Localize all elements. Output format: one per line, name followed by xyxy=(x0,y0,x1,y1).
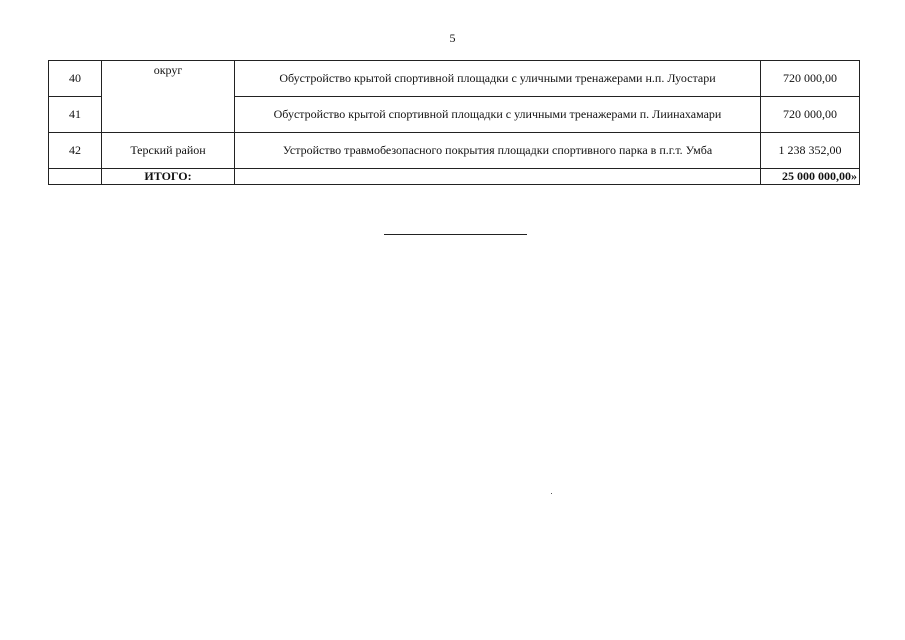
total-amount: 25 000 000,00» xyxy=(761,169,860,185)
closing-line xyxy=(384,234,527,235)
row-number-cell: 41 xyxy=(49,97,102,133)
total-row xyxy=(49,169,860,185)
amount-cell: 720 000,00 xyxy=(761,97,860,133)
description-cell: Устройство травмобезопасного покрытия площадки спортивного парка в п.г.т. Умба xyxy=(235,133,761,169)
district-cell: округ xyxy=(102,61,235,133)
description-cell: Обустройство крытой спортивной площадки с уличными тренажерами н.п. Луостари xyxy=(235,61,761,97)
district-cell: Терский район xyxy=(102,133,235,169)
scan-speck xyxy=(551,493,552,494)
amount-cell: 720 000,00 xyxy=(761,61,860,97)
description-cell: Обустройство крытой спортивной площадки с уличными тренажерами п. Лиинахамари xyxy=(235,97,761,133)
row-number-cell: 42 xyxy=(49,133,102,169)
total-empty-cell xyxy=(235,169,761,185)
total-label: ИТОГО: xyxy=(102,169,235,185)
table-row xyxy=(49,61,860,97)
table-row xyxy=(49,133,860,169)
row-number-cell: 40 xyxy=(49,61,102,97)
budget-table xyxy=(48,60,860,185)
page-number: 5 xyxy=(449,31,456,45)
amount-cell: 1 238 352,00 xyxy=(761,133,860,169)
total-empty-cell xyxy=(49,169,102,185)
